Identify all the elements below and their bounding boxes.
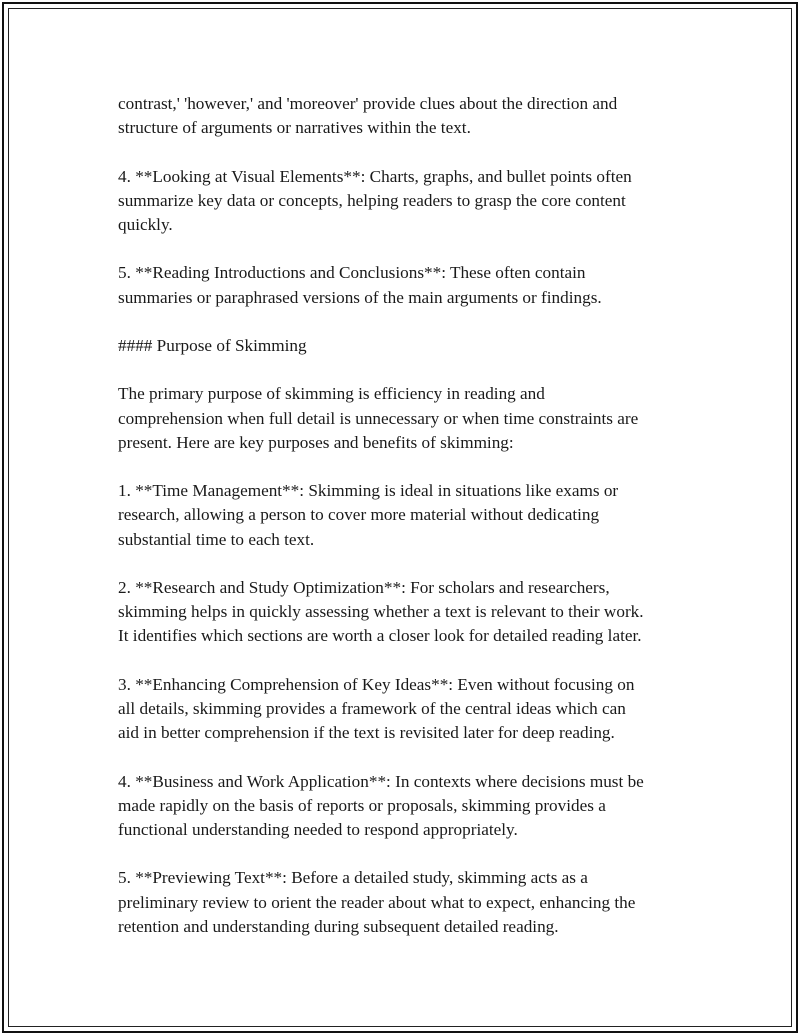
- paragraph-introductions-conclusions: 5. **Reading Introductions and Conclusions**: These often contain summaries or paraphrased versions of the main arguments or findings.: [118, 263, 602, 307]
- paragraph-purpose-intro: The primary purpose of skimming is efficiency in reading and comprehension when full detail is unnecessary or when time constraints are present. Here are key purposes and benefits of skimming:: [118, 384, 639, 452]
- paragraph-business-application: 4. **Business and Work Application**: In contexts where decisions must be made rapidly on the basis of reports or proposals, skimming provides a functional understanding needed to respond appropriately.: [118, 771, 644, 839]
- section-heading-purpose: #### Purpose of Skimming: [118, 335, 307, 355]
- paragraph-previewing-text: 5. **Previewing Text**: Before a detailed study, skimming acts as a preliminary review to orient the reader about what to expect, enhancing the retention and understanding during subsequent detailed reading.: [118, 868, 636, 936]
- document-body: [118, 92, 698, 963]
- paragraph-transition-words: contrast,' 'however,' and 'moreover' provide clues about the direction and structure of arguments or narratives within the text.: [118, 94, 618, 138]
- paragraph-research-optimization: 2. **Research and Study Optimization**: For scholars and researchers, skimming helps in quickly assessing whether a text is relevant to their work. It identifies which sections are worth a closer look for detailed reading later.: [118, 577, 644, 646]
- paragraph-comprehension: 3. **Enhancing Comprehension of Key Ideas**: Even without focusing on all details, skimming provides a framework of the central ideas which can aid in better comprehension if the text is revisited later for deep reading.: [118, 674, 635, 743]
- paragraph-time-management: 1. **Time Management**: Skimming is ideal in situations like exams or research, allowing a person to cover more material without dedicating substantial time to each text.: [118, 481, 619, 549]
- paragraph-visual-elements: 4. **Looking at Visual Elements**: Charts, graphs, and bullet points often summarize key data or concepts, helping readers to grasp the core content quickly.: [118, 166, 632, 234]
